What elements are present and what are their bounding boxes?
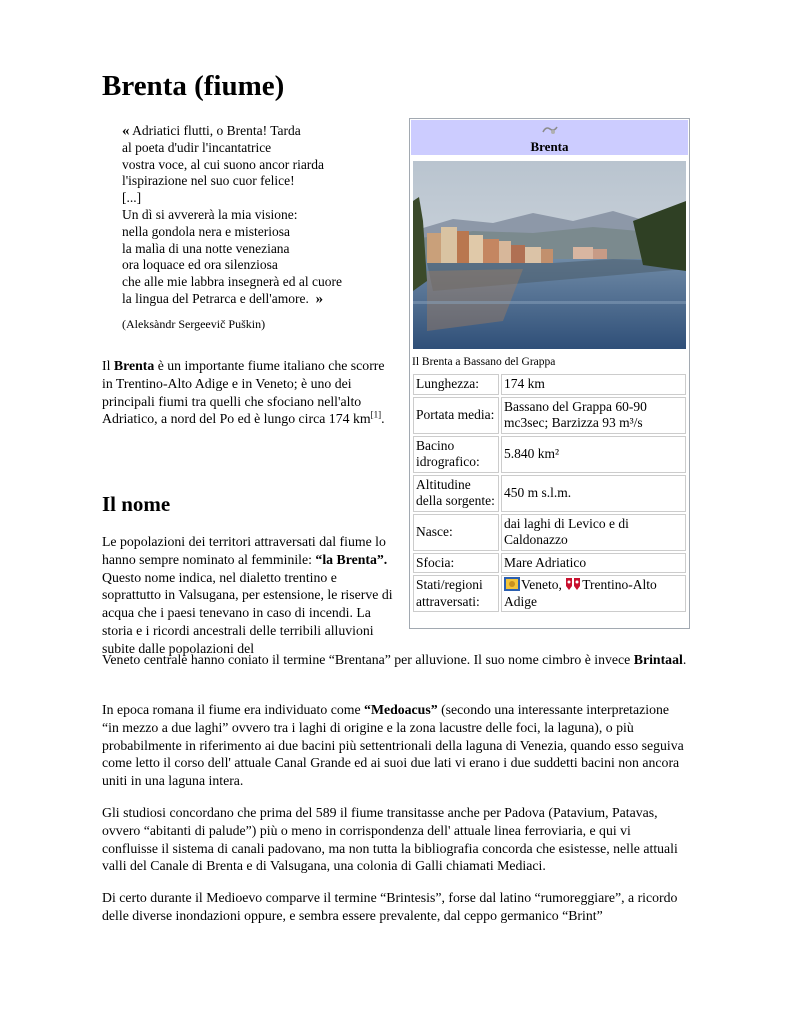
quote-close-mark: »: [315, 290, 324, 307]
quote-line-1: al poeta d'udir l'incantatrice: [122, 139, 272, 155]
table-row: [413, 475, 686, 512]
quote-line-4: [...]: [122, 190, 142, 206]
la-brenta-term: “la Brenta”.: [315, 551, 388, 567]
infobox-header: [411, 120, 688, 155]
table-row: [413, 397, 686, 434]
table-row: [413, 374, 686, 395]
table-row: [413, 514, 686, 551]
quote-line-6: nella gondola nera e misteriosa: [122, 223, 290, 239]
row-value: 5.840 km²: [501, 436, 686, 473]
reference-link[interactable]: [1]: [370, 409, 382, 420]
row-value: Mare Adriatico: [501, 553, 686, 574]
infobox: [409, 118, 690, 629]
table-row: [413, 575, 686, 612]
intro-paragraph: Il Brenta è un importante fiume italiano che scorre in Trentino-Alto Adige e in Veneto; è uno dei principali fiumi tra quelli che sfociano nell'alto Adriatico, a nord del Po ed è lungo circa 174 km[1].: [102, 358, 385, 427]
table-row: [413, 553, 686, 574]
row-key: Portata media:: [413, 397, 499, 434]
row-key: Sfocia:: [413, 553, 499, 574]
paragraph-nome-4: Di certo durante il Medioevo comparve il termine “Brintesis”, forse dal latino “rumoreggiare”, a ricordo delle diverse inondazioni oppure, e sembra essere prevalente, dal ceppo germanico “Brint”: [102, 890, 678, 923]
paragraph-nome-1-text: Questo nome indica, nel dialetto trentino e soprattutto in Valsugana, per estensione, le riserve di acqua che i paesi tenevano in caso di incendi. La storia e i ricordi ancestrali delle terribili alluvioni subite dalle popolazioni del: [102, 569, 393, 656]
river-photo: [413, 161, 686, 349]
row-value: dai laghi di Levico e di Caldonazzo: [501, 514, 686, 551]
quote-line-5: Un dì si avvererà la mia visione:: [122, 206, 298, 222]
river-map-icon: [411, 120, 688, 138]
paragraph-nome-1b: Veneto centrale hanno coniato il termine “Brentana” per alluvione. Il suo nome cimbro è invece Brintaal.: [102, 652, 687, 667]
trentino-flag-icon[interactable]: [565, 577, 581, 591]
row-value: 450 m s.l.m.: [501, 475, 686, 512]
brintaal-term: Brintaal: [633, 652, 683, 667]
infobox-title: Brenta: [530, 139, 569, 154]
veneto-flag-icon[interactable]: [504, 577, 520, 591]
paragraph-nome-2: In epoca romana il fiume era individuato come “Medoacus” (secondo una interessante interpretazione “in mezzo a due laghi” ovvero tra i laghi di origine e la zona lacustre delle foci, la laguna), o più probabilmente in riferimento ai due bacini più settentrionali della laguna di Venezia, quando esso seguiva come letto il corso dell' attuale Canal Grande ed ai suoi due lati vi erano i due suddetti bacini non ancora uniti in una laguna intera.: [102, 702, 684, 789]
quote-author: (Aleksàndr Sergeevič Puškin): [122, 316, 266, 331]
medoacus-term: “Medoacus”: [364, 702, 438, 717]
quote-open-mark: «: [122, 123, 130, 139]
page-title: Brenta (fiume): [102, 70, 285, 102]
row-key: Altitudine della sorgente:: [413, 475, 499, 512]
row-key: Bacino idrografico:: [413, 436, 499, 473]
region-trentino-link[interactable]: Trentino-Alto Adige: [504, 577, 657, 609]
infobox-table: [411, 372, 688, 614]
row-value: Bassano del Grappa 60-90 mc3sec; Barzizza 93 m³/s: [501, 397, 686, 434]
quote-line-0: « Adriatici flutti, o Brenta! Tarda: [122, 123, 301, 139]
quote-line-9: che alle mie labbra insegnerà ed al cuore: [122, 274, 343, 290]
row-value: [501, 575, 686, 612]
row-key: Lunghezza:: [413, 374, 499, 395]
photo-caption: Il Brenta a Bassano del Grappa: [412, 356, 556, 368]
quote-line-2: vostra voce, al cui suono ancor riarda: [122, 156, 325, 172]
region-veneto-link[interactable]: Veneto,: [521, 577, 566, 592]
table-row: [413, 436, 686, 473]
row-key: Stati/regioni attraversati:: [413, 575, 499, 612]
row-value: 174 km: [501, 374, 686, 395]
section-heading-nome: Il nome: [102, 492, 171, 516]
paragraph-nome-1a: Le popolazioni dei territori attraversati dal fiume lo hanno sempre nominato al femminile: “la Brenta”. Questo nome indica, nel dialetto trentino e soprattutto in Valsugana, per estensione, le riserve di acqua che i paesi tenevano in caso di incendi. La storia e i ricordi ancestrali delle terribili alluvioni subite dalle popolazioni del: [102, 534, 393, 656]
poem-quote: [122, 123, 402, 333]
quote-line-8: ora loquace ed ora silenziosa: [122, 257, 278, 273]
row-key: Nasce:: [413, 514, 499, 551]
paragraph-nome-3: Gli studiosi concordano che prima del 589 il fiume transitasse anche per Padova (Patavium, Patavas, ovvero “abitanti di palude”) più o meno in corrispondenza dell' attuale linea ferroviaria, e qui vi confluisse il sistema di canali padovano, ma non tutta la bibliografia concorda che esistesse, nelle attuali valli del Canale di Brenta e di Valsugana, una colonia di Galli chiamati Mediaci.: [102, 805, 678, 874]
quote-line-7: la malìa di una notte veneziana: [122, 240, 290, 256]
river-name: Brenta: [113, 358, 155, 373]
quote-line-10: la lingua del Petrarca e dell'amore. »: [122, 290, 324, 307]
paragraph-nome-1-text-cont: Veneto centrale hanno coniato il termine “Brentana” per alluvione. Il suo nome cimbro è invece: [102, 652, 634, 667]
quote-line-3: l'ispirazione nel suo cuor felice!: [122, 173, 295, 189]
